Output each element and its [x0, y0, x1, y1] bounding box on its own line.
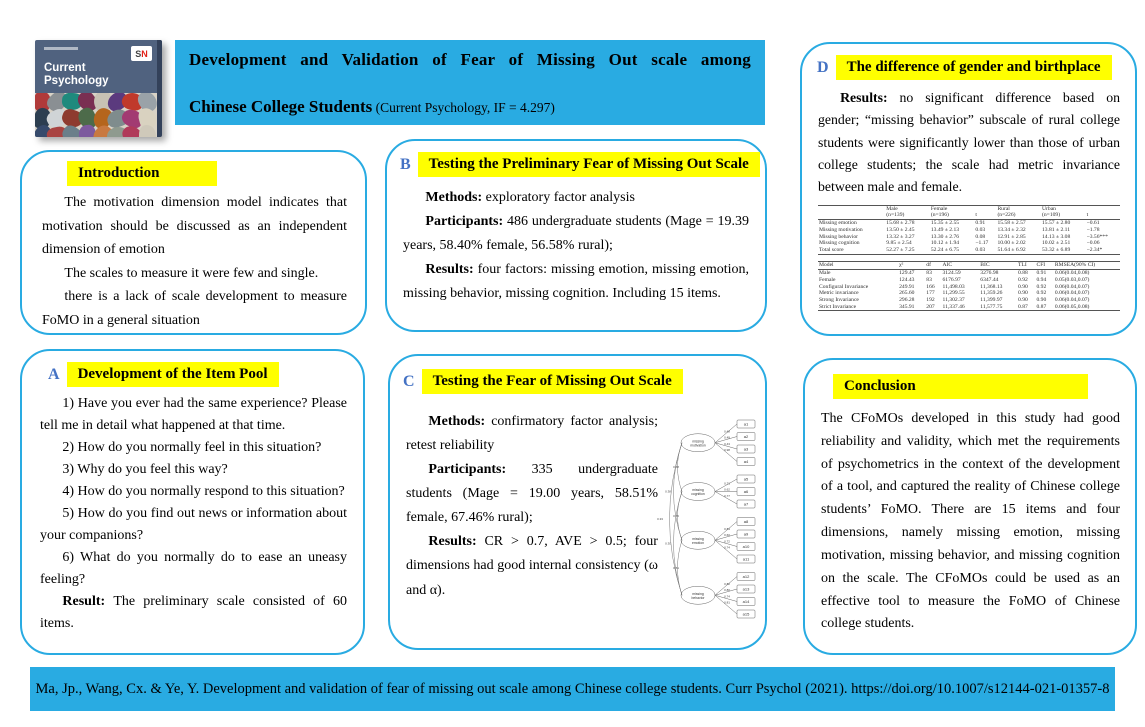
table-row: Strict Invariance 345.91 207 11,337.46 11,577.75 0.87 0.87 0.06(0.05,0.08) [818, 304, 1120, 311]
panel-conclusion [803, 358, 1137, 655]
table-row: Metric invariance 265.60 177 11,299.55 11,359.26 0.90 0.92 0.06(0.04,0.07) [819, 290, 1090, 297]
paragraph: 5) How do you find out news or information about your companions? [40, 505, 347, 543]
section-heading: Conclusion [833, 374, 1088, 399]
paragraph: 6) What do you normally do to ease an uneasy feeling? [40, 549, 347, 587]
introduction-text [42, 191, 347, 332]
svg-text:a11: a11 [742, 556, 750, 562]
svg-text:a4: a4 [743, 458, 749, 464]
cover-spine [157, 40, 162, 137]
svg-text:0.80: 0.80 [724, 588, 730, 593]
paragraph: 2) How do you normally feel in this situation? [62, 439, 322, 455]
table-row: Missing cognition 9.85 ± 2.54 10.12 ± 1.94 −1.17 10.00 ± 2.02 10.02 ± 2.51 −0.06 [819, 240, 1100, 247]
svg-text:missing: missing [692, 488, 704, 492]
panel-b-preliminary-scale [385, 139, 767, 332]
paragraph: Methods: confirmatory factor analysis; retest reliability [406, 414, 658, 454]
table-row: Strong Invariance 296.28 192 11,302.37 11,399.97 0.90 0.90 0.06(0.04,0.07) [819, 297, 1090, 304]
svg-text:0.82: 0.82 [724, 581, 730, 586]
svg-text:a3: a3 [743, 446, 749, 452]
difference-test-table [818, 205, 1120, 255]
svg-text:a5: a5 [743, 476, 749, 482]
paragraph: The CFoMOs developed in this study had good reliability and validity, which met the requirements of psychometrics in the context of the development of a tool, and captured the reality of Chinese college students’ FoMO. There are 15 items and four dimensions, namely missing emotion, missing motivation, missing behavior, and missing cognition on the scale. The CFoMOs could be used as an effective tool to measure the FoMO of Chinese college students. [821, 411, 1120, 632]
paper-title-line2: Chinese College Students (Current Psychology, IF = 4.297) [189, 97, 555, 116]
svg-text:a15: a15 [742, 611, 750, 617]
panel-c-text [406, 410, 658, 603]
conclusion-text [821, 408, 1120, 636]
cover-collage-image [35, 93, 162, 137]
paragraph: 3) Why do you feel this way? [62, 461, 228, 477]
svg-text:0.60: 0.60 [724, 533, 730, 538]
svg-text:0.71: 0.71 [724, 481, 730, 486]
paragraph: Participants: 335 undergraduate students (Mage = 19.00 years, 58.51% female, 67.46% rural); [406, 462, 658, 526]
svg-text:0.33: 0.33 [657, 517, 663, 521]
section-heading: Development of the Item Pool [67, 362, 279, 387]
journal-title: Current Psychology [44, 62, 109, 88]
table-row: Configural Invariance 249.91 166 11,498.03 11,368.13 0.90 0.92 0.06(0.04,0.07) [819, 283, 1090, 290]
paragraph: there is a lack of scale development to measure FoMO in a general situation [42, 289, 347, 328]
svg-text:a2: a2 [743, 433, 749, 439]
svg-text:a12: a12 [742, 573, 750, 579]
svg-text:cognition: cognition [691, 492, 705, 496]
svg-text:missing: missing [692, 439, 704, 444]
panel-letter: A [48, 365, 60, 383]
panel-letter: B [400, 155, 411, 173]
panel-letter: C [403, 372, 415, 390]
section-heading: Testing the Preliminary Fear of Missing Out Scale [418, 152, 760, 177]
svg-text:a8: a8 [743, 518, 749, 524]
paragraph: Methods: exploratory factor analysis [425, 190, 635, 205]
svg-text:0.74: 0.74 [724, 545, 730, 550]
svg-text:a14: a14 [742, 598, 750, 604]
cover-volume-text [44, 47, 78, 50]
paragraph: Results: CR > 0.7, AVE > 0.5; four dimensions had good internal consistency (ω and α). [406, 534, 658, 598]
svg-text:0.62: 0.62 [724, 487, 730, 492]
citation-bar [30, 667, 1115, 711]
paragraph: Result: The preliminary scale consisted of 60 items. [40, 593, 347, 631]
citation-text: Ma, Jp., Wang, Cx. & Ye, Y. Development and validation of fear of missing out scale among Chinese college students. Curr Psychol (2021). https://doi.org/10.1007/s12144-021-01357-8 [35, 680, 1110, 697]
svg-text:0.55: 0.55 [673, 513, 679, 518]
paragraph: Results: no significant difference based on gender; “missing behavior” subscale of rural college students were significantly lower than those of urban college students; the scale had metric invariance between male and female. [818, 90, 1120, 195]
invariance-fit-table [818, 261, 1120, 312]
springer-nature-logo: S N [131, 46, 152, 61]
panel-a-item-pool [20, 349, 365, 655]
svg-text:0.98: 0.98 [724, 448, 730, 453]
svg-text:0.43: 0.43 [724, 441, 730, 446]
paragraph: The scales to measure it were few and single. [64, 265, 319, 281]
section-heading: Introduction [67, 161, 217, 186]
svg-text:a7: a7 [743, 501, 749, 507]
section-heading: The difference of gender and birthplace [836, 55, 1112, 80]
table-row: Missing behavior 13.32 ± 3.27 13.30 ± 2.76 0.08 12.91 ± 2.85 14.13 ± 3.08 −3.56*** [819, 233, 1108, 240]
svg-text:a1: a1 [743, 421, 749, 427]
svg-text:a10: a10 [742, 543, 750, 549]
svg-text:0.72: 0.72 [724, 539, 730, 544]
panel-c-final-scale [388, 354, 767, 650]
paper-title-line1: Development and Validation of Fear of Missing Out scale among [189, 50, 751, 69]
panel-introduction [20, 150, 367, 335]
svg-text:0.84: 0.84 [724, 526, 730, 531]
panel-a-text [40, 393, 347, 635]
panel-d-text [818, 87, 1120, 199]
svg-text:0.48: 0.48 [724, 429, 730, 434]
svg-text:0.51: 0.51 [673, 565, 679, 570]
results-table: Male (n=139) Female (n=196) t Rural (n=226) Urban (n=109) t Missing emotion 15.68 ± 2.78 15.35 ± 2.55 0.91 15.58 ± 2.57 15.57 ± 2.80 −0.61 Missing motivation 13.50 ± 2.45 13.49 ± 2.13 0.03 13.34 ± 2.32 13.81 ± 2.11 −1.78 Missing behavior 13.32 ± 3.27 13.30 ± 2.76 0.08 12.91 ± 2.85 14.13 ± 3.08 −3.56*** Missing cognition 9.85 ± 2.54 10.12 ± 1.94 −1.17 10.00 ± 2.02 10.02 ± 2.51 −0.06 Total score 52.27 ± 7.25 52.24 ± 6.75 0.03 51.64 ± 6.92 53.32 ± 6.89 −2.34* [818, 205, 1120, 255]
svg-text:behavior: behavior [691, 595, 705, 600]
paragraph: 4) How do you normally respond to this situation? [62, 483, 345, 499]
panel-b-text [403, 186, 749, 306]
svg-text:missing: missing [692, 591, 704, 596]
svg-text:a13: a13 [742, 586, 750, 592]
title-banner [175, 40, 765, 125]
table-row: Male 129.47 83 3124.59 3276.98 0.88 0.91 0.06(0.04,0.08) [819, 270, 1090, 277]
svg-text:0.38: 0.38 [665, 489, 671, 494]
svg-text:0.30: 0.30 [665, 541, 671, 546]
cfa-path-diagram [655, 414, 759, 624]
svg-text:0.74: 0.74 [724, 594, 730, 599]
table-row: Missing motivation 13.50 ± 2.45 13.49 ± 2.13 0.03 13.34 ± 2.32 13.81 ± 2.11 −1.78 [819, 226, 1100, 233]
svg-text:missing: missing [692, 536, 704, 541]
paragraph: 1) Have you ever had the same experience? Please tell me in detail what happened at that time. [40, 396, 347, 433]
table-row: Missing emotion 15.68 ± 2.78 15.35 ± 2.55 0.91 15.58 ± 2.57 15.57 ± 2.80 −0.61 [819, 220, 1100, 227]
section-heading: Testing the Fear of Missing Out Scale [422, 369, 683, 394]
paragraph: Participants: 486 undergraduate students (Mage = 19.39 years, 58.40% female, 56.58% rural); [403, 214, 750, 254]
journal-cover [35, 40, 162, 137]
table-row: Female 124.43 83 6176.97 6347.44 0.92 0.94 0.05(0.03,0.07) [819, 276, 1090, 283]
svg-text:motivation: motivation [690, 443, 706, 448]
svg-text:0.81: 0.81 [724, 600, 730, 605]
svg-text:a9: a9 [743, 531, 749, 537]
svg-text:0.49: 0.49 [724, 435, 730, 440]
paragraph: Results: four factors: missing emotion, missing emotion, missing behavior, missing cognition. Including 15 items. [403, 262, 749, 302]
panel-d-gender-birthplace [800, 42, 1137, 336]
paragraph: The motivation dimension model indicates that motivation should be discussed as an independent dimension of emotion [42, 195, 347, 258]
panel-letter: D [817, 58, 829, 76]
svg-text:a6: a6 [743, 488, 749, 494]
svg-text:0.58: 0.58 [673, 465, 679, 470]
table-row: Total score 52.27 ± 7.25 52.24 ± 6.75 0.03 51.64 ± 6.92 53.32 ± 6.89 −2.34* [818, 247, 1120, 254]
results-table: Model χ² df AIC BIC TLI CFI RMSEA(90% CI) Male 129.47 83 3124.59 3276.98 0.88 0.91 0.06(0.04,0.08) Female 124.43 83 6176.97 6347.44 0.92 0.94 0.05(0.03,0.07) Configural Invariance 249.91 166 11,498.03 11,368.13 0.90 0.92 0.06(0.04,0.07) Metric invariance 265.60 177 11,299.55 11,359.26 0.90 0.92 0.06(0.04,0.07) Strong Invariance 296.28 192 11,302.37 11,399.97 0.90 0.90 0.06(0.04,0.07) Strict Invariance 345.91 207 11,337.46 11,577.75 0.87 0.87 0.06(0.05,0.08) [818, 261, 1120, 312]
svg-text:0.77: 0.77 [724, 493, 730, 498]
svg-text:emotion: emotion [691, 540, 705, 545]
